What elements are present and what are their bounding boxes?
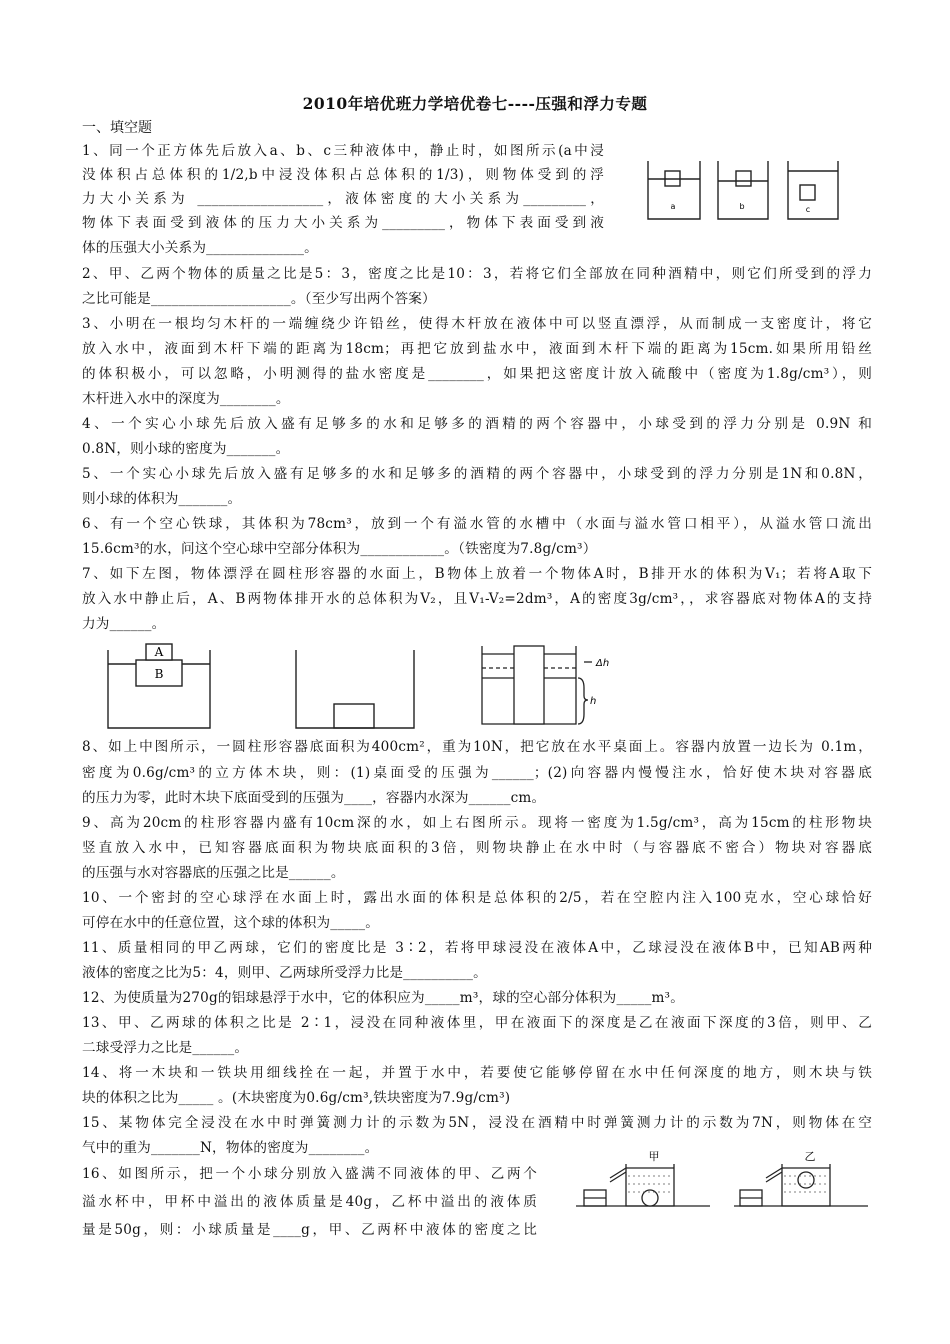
text-line: 液体的密度之比为5：4，则甲、乙两球所受浮力比是__________。 — [82, 965, 487, 981]
figure-q8-container — [290, 648, 420, 732]
text-line: 之比可能是____________________。（至少写出两个答案） — [82, 291, 436, 307]
text-line: 物体下表面受到液体的压力大小关系为_________，物体下表面受到液 — [82, 215, 604, 231]
delta-h-label: Δh — [596, 658, 610, 669]
page-title: 2010年培优班力学培优卷七----压强和浮力专题 — [302, 94, 648, 113]
text-line: 力为______。 — [82, 616, 166, 632]
text-line: 15.6cm³的水，问这个空心球中空部分体积为____________。（铁密度为7.8g/cm³） — [82, 541, 597, 557]
figure-q9-container — [478, 644, 628, 726]
text-line: 6、有一个空心铁球，其体积为78cm³，放到一个有溢水管的水槽中（水面与溢水管口相平），从溢水管口流出 — [82, 516, 872, 532]
text-line: 竖直放入水中，已知容器底面积为物块底面积的3倍，则物块静止在水中时（与容器底不密合）物块对容器底 — [82, 840, 872, 856]
text-line: 的压强与水对容器底的压强之比是______。 — [82, 865, 345, 881]
figure-q1-beakers — [640, 157, 880, 223]
text-line: 1、同一个正方体先后放入a、b、c三种液体中，静止时，如图所示(a中浸 — [82, 143, 604, 159]
text-line: 则小球的体积为_______。 — [82, 491, 242, 507]
text-line: 体的压强大小关系为______________。 — [82, 240, 318, 256]
text-line: 14、将一木块和一铁块用细线拴在一起，并置于水中，若要使它能够停留在水中任何深度的地方，则木块与铁 — [82, 1065, 872, 1081]
text-line: 木杆进入水中的深度为________。 — [82, 391, 290, 407]
beaker-label-c: c — [805, 205, 811, 214]
text-line: 10、一个密封的空心球浮在水面上时，露出水面的体积是总体积的2/5，若在空腔内注入100克水，空心球恰好 — [82, 890, 872, 906]
text-line: 11、质量相同的甲乙两球，它们的密度比是 3∶2，若将甲球浸没在液体A中，乙球浸没在液体B中，已知AB两种 — [82, 940, 872, 956]
text-line: 的压力为零，此时木块下底面受到的压强为____，容器内水深为______cm。 — [82, 790, 546, 806]
block-a-label: A — [154, 645, 164, 659]
beaker-label-a: a — [670, 202, 676, 211]
text-line: 16、如图所示，把一个小球分别放入盛满不同液体的甲、乙两个 — [82, 1166, 537, 1182]
text-line: 15、某物体完全浸没在水中时弹簧测力计的示数为5N，浸没在酒精中时弹簧测力计的示数为7N，则物体在空 — [82, 1115, 872, 1131]
figure-q16-overflow-cups — [570, 1148, 880, 1218]
text-line: 力大小关系为 __________________，液体密度的大小关系为_________， — [82, 191, 604, 207]
text-line: 7、如下左图，物体漂浮在圆柱形容器的水面上，B物体上放着一个物体A时，B排开水的体积为V₁；若将A取下 — [82, 566, 872, 582]
text-line: 密度为0.6g/cm³的立方体木块，则：(1)桌面受的压强为______；(2)向容器内慢慢注水，恰好使木块对容器底 — [82, 765, 872, 781]
text-line: 2、甲、乙两个物体的质量之比是5：3，密度之比是10：3，若将它们全部放在同种酒精中，则它们所受到的浮力 — [82, 266, 872, 282]
figure-q7-container — [100, 640, 220, 732]
text-line: 13、甲、乙两球的体积之比是 2∶1，浸没在同种液体里，甲在液面下的深度是乙在液面下深度的3倍，则甲、乙 — [82, 1015, 872, 1031]
block-b-label: B — [154, 667, 164, 681]
text-line: 3、小明在一根均匀木杆的一端缠绕少许铅丝，使得木杆放在液体中可以竖直漂浮，从而制成一支密度计，将它 — [82, 316, 872, 332]
section-heading: 一、填空题 — [82, 120, 152, 136]
text-line: 气中的重为_______N，物体的密度为________。 — [82, 1140, 379, 1156]
text-line: 放入水中静止后，A、B两物体排开水的总体积为V₂，且V₁-V₂=2dm³，A的密度3g/cm³，，求容器底对物体A的支持 — [82, 591, 872, 607]
beaker-label-b: b — [739, 202, 745, 211]
text-line: 量是50g，则：小球质量是____g，甲、乙两杯中液体的密度之比 — [82, 1222, 537, 1238]
text-line: 可停在水中的任意位置，这个球的体积为_____。 — [82, 915, 380, 931]
text-line: 块的体积之比为_____ 。(木块密度为0.6g/cm³,铁块密度为7.9g/cm³) — [82, 1090, 511, 1106]
cup-jia-label: 甲 — [648, 1150, 660, 1163]
text-line: 12、为使质量为270g的铝球悬浮于水中，它的体积应为_____m³，球的空心部分体积为_____m³。 — [82, 990, 684, 1006]
h-label: h — [590, 696, 597, 707]
text-line: 溢水杯中，甲杯中溢出的液体质量是40g，乙杯中溢出的液体质 — [82, 1194, 537, 1210]
cup-yi-label: 乙 — [804, 1150, 816, 1163]
text-line: 二球受浮力之比是______。 — [82, 1040, 249, 1056]
text-line: 0.8N，则小球的密度为_______。 — [82, 441, 290, 457]
text-line: 5、一个实心小球先后放入盛有足够多的水和足够多的酒精的两个容器中，小球受到的浮力分别是1N和0.8N， — [82, 466, 872, 482]
text-line: 4、一个实心小球先后放入盛有足够多的水和足够多的酒精的两个容器中，小球受到的浮力分别是 0.9N 和 — [82, 416, 872, 432]
text-line: 的体积极小，可以忽略，小明测得的盐水密度是________，如果把这密度计放入硫酸中（密度为1.8g/cm³），则 — [82, 366, 872, 382]
text-line: 8、如上中图所示，一圆柱形容器底面积为400cm²，重为10N，把它放在水平桌面上。容器内放置一边长为 0.1m， — [82, 739, 872, 755]
text-line: 放入水中，液面到木杆下端的距离为18cm；再把它放到盐水中，液面到木杆下端的距离为15cm.如果所用铅丝 — [82, 341, 872, 357]
text-line: 没体积占总体积的1/2,b中浸没体积占总体积的1/3)，则物体受到的浮 — [82, 167, 604, 183]
text-line: 9、高为20cm的柱形容器内盛有10cm深的水，如上右图所示。现将一密度为1.5g/cm³，高为15cm的柱形物块 — [82, 815, 872, 831]
